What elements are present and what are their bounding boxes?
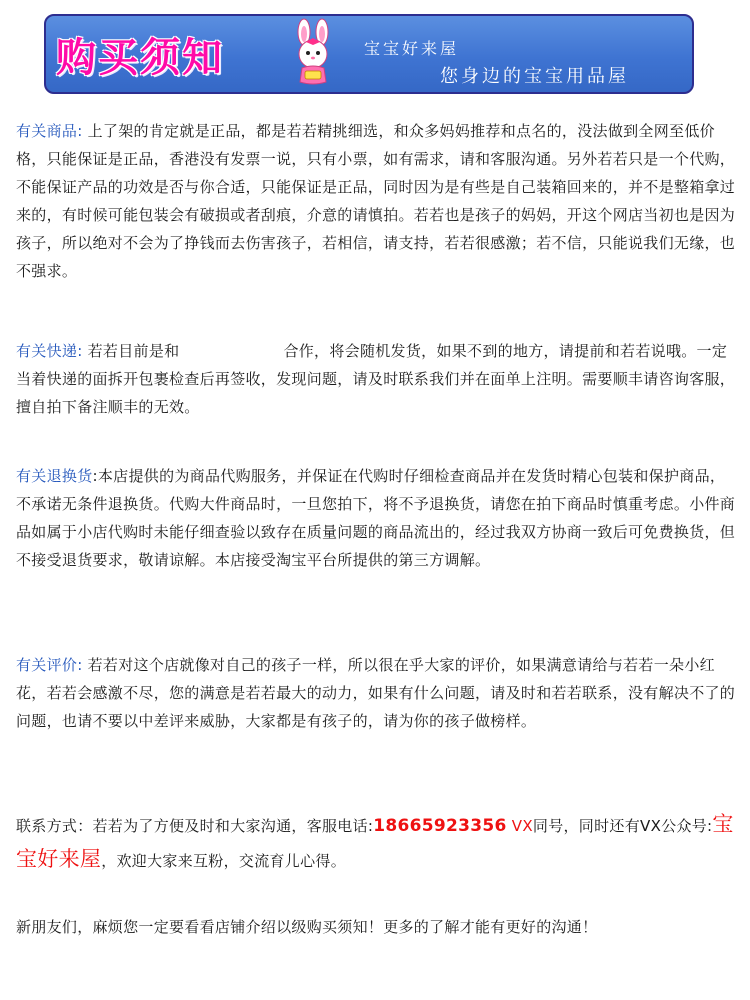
contact-vx-label: VX [511,817,533,835]
contact-phone-number: 18665923356 [373,816,507,836]
section-shipping-text-after: 合作，将会随机发货，如果不到的地方，请提前和若若说哦。一定当着快递的面拆开包裹检查后再签收，发现问题，请及时联系我们并在面单上注明。需要顺丰请咨询客服，擅自拍下备注顺丰的无效。 [16,342,736,416]
section-reviews-label: 有关评价: [16,656,83,674]
section-contact [16,808,738,878]
closing-text: 新朋友们，麻烦您一定要看看店铺介绍以级购买须知！更多的了解才能有更好的沟通！ [16,918,598,936]
contact-text-middle: 同号，同时还有VX公众号: [532,817,713,835]
redacted-courier-name [179,342,283,356]
contact-text-end: ，欢迎大家来互粉，交流育儿心得。 [101,852,347,870]
section-shipping [16,337,738,421]
section-reviews [16,651,738,735]
section-returns [16,462,738,574]
section-shipping-text-before: 若若目前是和 [82,342,180,360]
section-returns-label: 有关退换货 [16,467,93,485]
contact-shop-name: 宝宝好来屋 [16,812,734,871]
banner-title: 购买须知 [56,34,224,81]
banner-subtitle-tagline: 您身边的宝宝用品屋 [440,66,629,87]
rabbit-mascot-icon [286,18,342,88]
banner-subtitle-shop: 宝宝好来屋 [364,39,460,58]
section-closing [16,913,738,941]
header-banner [44,14,694,94]
section-products-text: 上了架的肯定就是正品，都是若若精挑细选，和众多妈妈推荐和点名的，没法做到全网至低价格，只能保证是正品，香港没有发票一说，只有小票，如有需求，请和客服沟通。另外若若只是一个代购，不能保证产品的功效是否与你合适，只能保证是正品，同时因为是有些是自己装箱回来的，并不是整箱拿过来的，有时候可能包装会有破损或者刮痕，介意的请慎拍。若若也是孩子的妈妈，开这个网店当初也是因为孩子，所以绝对不会为了挣钱而去伤害孩子，若相信，请支持，若若很感激；若不信，只能说我们无缘，也不强求。 [16,122,736,280]
section-returns-text: :本店提供的为商品代购服务，并保证在代购时仔细检查商品并在发货时精心包装和保护商品，不承诺无条件退换货。代购大件商品时，一旦您拍下，将不予退换货，请您在拍下商品时慎重考虑。小件商品如属于小店代购时未能仔细查验以致存在质量问题的商品流出的，经过我双方协商一致后可免费换货，但不接受退货要求，敬请谅解。本店接受淘宝平台所提供的第三方调解。 [16,467,736,569]
section-reviews-text: 若若对这个店就像对自己的孩子一样，所以很在乎大家的评价，如果满意请给与若若一朵小红花，若若会感激不尽，您的满意是若若最大的动力，如果有什么问题，请及时和若若联系，没有解决不了的问题，也请不要以中差评来威胁，大家都是有孩子的，请为你的孩子做榜样。 [16,656,736,730]
section-products-label: 有关商品: [16,122,83,140]
section-products [16,117,738,285]
section-shipping-label: 有关快递: [16,342,83,360]
contact-text-intro: 联系方式：若若为了方便及时和大家沟通，客服电话: [16,817,374,835]
